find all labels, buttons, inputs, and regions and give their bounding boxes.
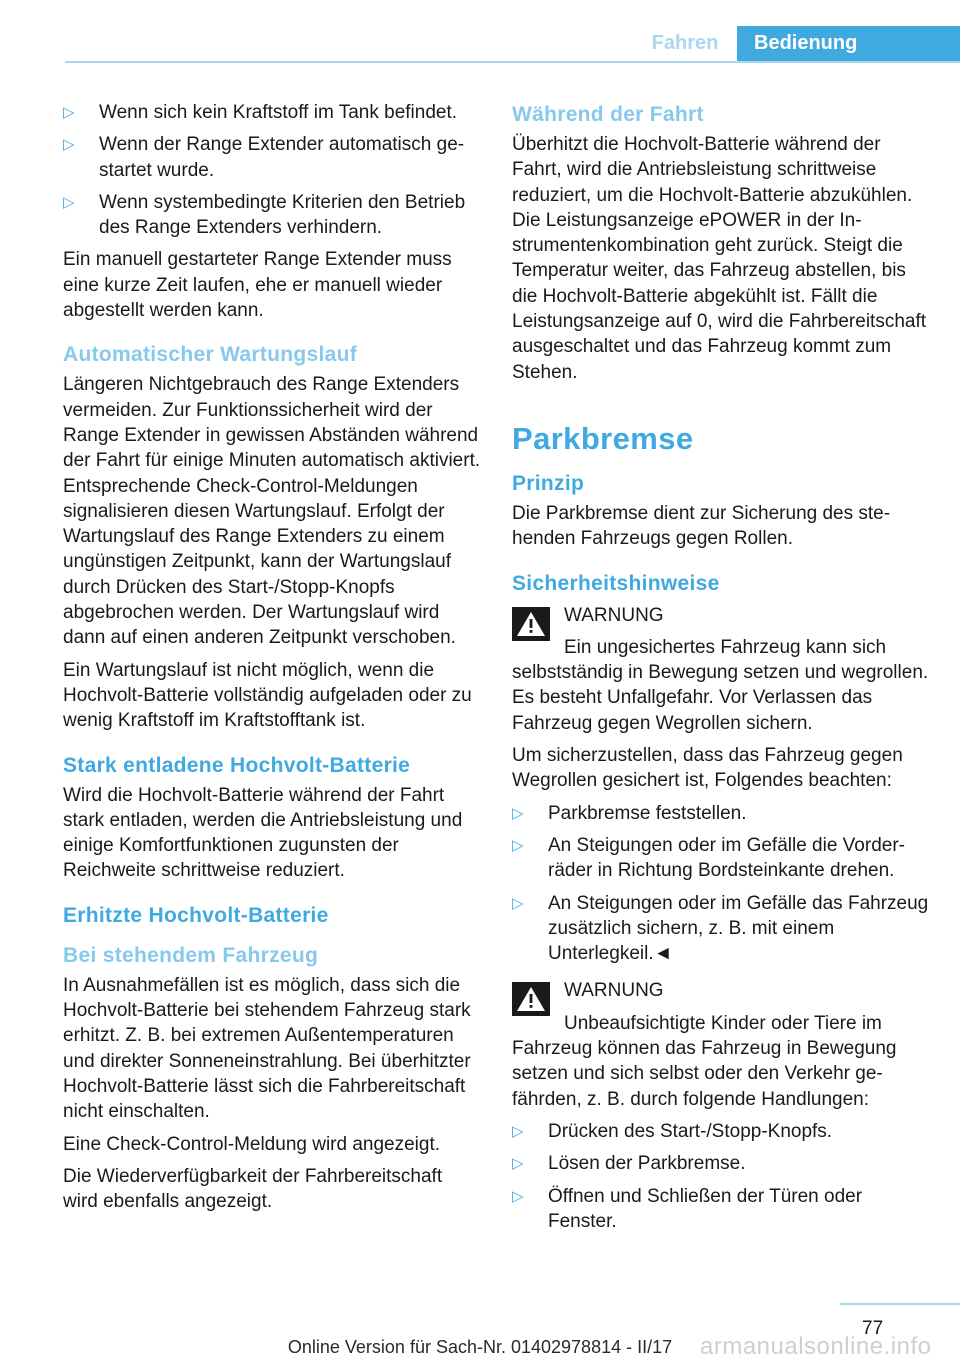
warning-icon <box>512 982 550 1016</box>
bullet-triangle-icon: ▷ <box>63 193 75 211</box>
heading-erhitzte-batterie: Erhitzte Hochvolt-Batterie <box>63 903 329 927</box>
warning-text: Ein ungesichertes Fahrzeug kann sich selbstständig in Bewegung setzen und wegrollen. Es besteht Unfallgefahr. Vor Verlassen das Fahrzeug gegen Wegrollen sichern. <box>512 636 929 734</box>
warning-block <box>512 978 932 1111</box>
paragraph: Ein manuell gestarteter Range Extender muss eine kurze Zeit laufen, ehe er manuell wieder abgestellt werden kann. <box>63 249 452 322</box>
paragraph: Ein Wartungslauf ist nicht möglich, wenn die Hochvolt-Batterie vollständig aufgeladen oder zu wenig Kraftstoff im Kraftstofftank ist. <box>63 659 472 732</box>
list-item: ▷ Öffnen und Schließen der Türen oder Fenster. <box>512 1185 863 1232</box>
list-item: ▷ An Steigungen oder im Gefälle das Fahrzeug zusätzlich sichern, z. B. mit einem Unterlegkeil.◄ <box>512 892 929 965</box>
warning-title: WARNUNG <box>564 980 664 1002</box>
page-number: 77 <box>862 1318 884 1339</box>
watermark: armanualsonline.info <box>700 1333 932 1360</box>
footer-rule <box>840 1303 960 1305</box>
heading-stark-entladene-batterie: Stark entladene Hochvolt-Batterie <box>63 753 411 777</box>
bullet-triangle-icon: ▷ <box>512 804 524 822</box>
heading-automatischer-wartungslauf: Automatischer Wartungslauf <box>63 343 358 367</box>
header-tab-fahren: Fahren <box>651 32 719 54</box>
bullet-list <box>512 801 932 967</box>
bullet-triangle-icon: ▷ <box>512 894 524 912</box>
warning-title: WARNUNG <box>564 604 664 626</box>
header-tab-bedienung: Bedienung <box>737 26 960 61</box>
list-item: ▷ An Steigungen oder im Gefälle die Vorderräder in Richtung Bordsteinkante drehen. <box>512 834 905 882</box>
paragraph: In Ausnahmefällen ist es möglich, dass sich die Hochvolt-Batterie bei stehendem Fahrzeug stark erhitzt. Z. B. bei extremen Außentemperaturen und direkter Sonneneinstrahlung. Bei überhitzter Hochvolt-Batterie lässt sich die Fahrbereitschaft nicht einschalten. <box>63 974 471 1123</box>
right-column <box>512 100 932 1241</box>
list-item: ▷ Wenn sich kein Kraftstoff im Tank befindet. <box>63 100 481 125</box>
list-item: ▷ Parkbremse feststellen. <box>512 801 932 826</box>
left-column <box>63 100 481 1221</box>
warning-text: Unbeaufsichtigte Kinder oder Tiere im Fahrzeug können das Fahrzeug in Bewegung setzen und sich selbst oder den Verkehr gefährden, z. B. durch folgende Handlungen: <box>512 1012 897 1110</box>
paragraph: Überhitzt die Hochvolt-Batterie während der Fahrt, wird die Antriebsleistung schrittweise reduziert, um die Hochvolt-Batterie abzukühlen. Die Leistungsanzeige ePOWER in der Instrumentenkombination geht zurück. Steigt die Temperatur weiter, das Fahrzeug abstellen, bis die Hochvolt-Batterie abgekühlt ist. Fällt die Leistungsanzeige auf 0, wird die Fahrbereitschaft ausgeschaltet und das Fahrzeug kommt zum Stehen. <box>512 134 927 383</box>
list-item: ▷ Wenn systembedingte Kriterien den Betrieb des Range Extenders verhindern. <box>63 191 466 239</box>
paragraph: Die Wiederverfügbarkeit der Fahrbereitschaft wird ebenfalls angezeigt. <box>63 1165 443 1213</box>
warning-icon <box>512 607 550 641</box>
list-item: ▷ Lösen der Parkbremse. <box>512 1151 932 1176</box>
paragraph: Eine Check-Control-Meldung wird angezeigt. <box>63 1133 441 1155</box>
bullet-triangle-icon: ▷ <box>63 104 75 121</box>
warning-block <box>512 603 932 736</box>
bullet-triangle-icon: ▷ <box>512 836 524 854</box>
heading-parkbremse: Parkbremse <box>512 420 694 456</box>
list-item: ▷ Drücken des Start-/Stopp-Knopfs. <box>512 1119 932 1144</box>
paragraph: Um sicherzustellen, dass das Fahrzeug gegen Wegrollen gesichert ist, Folgendes beachten: <box>512 745 903 792</box>
bullet-triangle-icon: ▷ <box>512 1187 524 1205</box>
bullet-triangle-icon: ▷ <box>63 136 75 154</box>
header-rule <box>65 61 960 63</box>
list-item: ▷ Wenn der Range Extender automatisch gestartet wurde. <box>63 134 465 181</box>
bullet-triangle-icon: ▷ <box>512 1122 524 1140</box>
heading-sicherheitshinweise: Sicherheitshinweise <box>512 571 720 595</box>
footer-online-version: Online Version für Sach-Nr. 01402978814 - II/17 <box>287 1337 673 1357</box>
paragraph: Längeren Nichtgebrauch des Range Extenders vermeiden. Zur Funktionssicherheit wird der Range Extender in gewissen Abständen während der Fahrt für einige Minuten automatisch aktiviert. Entsprechende Check-Control-Meldungen signalisieren diesen Wartungslauf. Erfolgt der Wartungslauf des Range Extenders zu einem ungünstigen Zeitpunkt, kann der Wartungslauf durch Drücken des Start-/Stopp-Knopfs abgebrochen werden. Der Wartungslauf wird dann auf einen anderen Zeitpunkt verschoben. <box>63 374 481 649</box>
top-bullet-list <box>63 100 481 240</box>
heading-bei-stehendem-fahrzeug: Bei stehendem Fahrzeug <box>63 943 319 967</box>
paragraph: Die Parkbremse dient zur Sicherung des stehenden Fahrzeugs gegen Rollen. <box>512 502 891 550</box>
heading-waehrend-der-fahrt: Während der Fahrt <box>512 103 704 126</box>
heading-prinzip: Prinzip <box>512 471 585 495</box>
bullet-triangle-icon: ▷ <box>512 1155 524 1173</box>
bullet-list <box>512 1119 932 1234</box>
paragraph: Wird die Hochvolt-Batterie während der Fahrt stark entladen, werden die Antriebsleistung und einige Komfortfunktionen zugunsten der Reichweite schrittweise reduziert. <box>63 784 463 882</box>
